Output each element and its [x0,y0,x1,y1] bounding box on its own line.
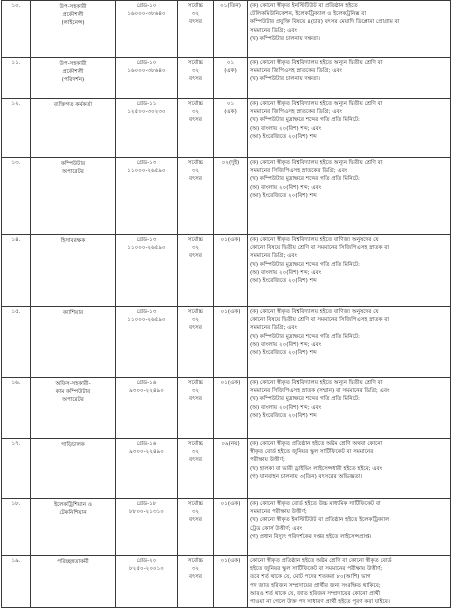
post-count-value: ০১(এক) [220,380,241,386]
qualification-cell-line: সমমানের ডিগ্রি; এবং [250,253,297,260]
serial-cell [2,439,31,499]
post-name-cell [31,158,116,235]
post-name-cell [31,499,116,556]
qualification-cell-line: টেলিকমিউনিকেশন, ইলেকট্রিক্যাল ও ইলেকট্রনিক্স বা [250,11,366,18]
post-name-cell-line: অফিস-সহকারী- [55,381,91,387]
qualification-cell [248,307,451,378]
pay-scale-cell [116,1,178,58]
qualification-cell-line: (খ) কম্পিউটার মুদ্রাক্ষরে শব্দের গতি প্রতি মিনিটে: [250,261,360,268]
pay-scale-cell-line: গ্রেড-১৩ [136,160,157,166]
table-row [2,99,451,158]
age-limit-cell-line: বৎসর [189,517,202,524]
pay-scale-cell [116,499,178,556]
post-count-cell [214,439,248,499]
table-row [2,235,451,307]
post-count-cell [214,58,248,99]
qualification-cell-line: (ক) কোনো স্বীকৃত বিশ্ববিদ্যালয় হইতে বাণিজ্য অনুষদের যে [250,237,379,243]
serial-cell-line: ১৪. [11,237,21,243]
age-limit-cell-line: বৎসর [189,117,202,124]
post-name-cell-line: কম্পিউটার [60,161,86,167]
age-limit-cell-line: বৎসর [189,396,202,403]
age-limit-cell-line: ৩২ [191,109,200,116]
qualification-cell-line: সমমানের সিজিপিএসহ স্নাতকের ডিগ্রি; এবং [250,168,348,175]
age-limit-cell-line: সর্বোচ্চ [187,380,204,386]
qualification-cell-line: পরীক্ষায় উত্তীর্ণ; [250,457,285,464]
qualification-cell [248,235,451,307]
qualification-cell [248,556,451,608]
pay-scale-cell-line: ১১০০০-২৬৫৯০ [127,317,166,324]
qualification-cell-line: (অ) বাংলায় ২০(বিশ) শব্দ; এবং [250,341,322,348]
pay-scale-cell [116,307,178,378]
pay-scale-cell-line: গ্রেড-১৩ [136,237,157,243]
serial-cell [2,307,31,378]
qualification-cell-line: (ক) কোনো স্বীকৃত বিশ্ববিদ্যালয় হইতে অন্যূন দ্বিতীয় শ্রেণি বা [250,101,383,107]
table-row [2,307,451,378]
post-count-cell [214,556,248,608]
age-limit-cell-line: ৩২ [191,68,200,75]
qualification-cell-line: সমমানের ডিগ্রি; এবং [250,325,297,332]
qualification-cell [248,158,451,235]
post-name-cell [31,378,116,439]
age-limit-cell-line: ৩২ [191,245,200,252]
pay-scale-cell [116,158,178,235]
serial-cell-line: ১০. [11,3,21,9]
serial-cell [2,556,31,608]
age-limit-cell-line: সর্বোচ্চ [187,501,204,507]
qualification-cell-line: স্বীকৃত বোর্ড হইতে জুনিয়র স্কুল সার্টিফিকেট বা সমমানের [250,449,374,456]
post-count-cell [214,235,248,307]
qualification-cell-line: কোনো বিষয়ে দ্বিতীয় শ্রেণি বা সমমানের সিজিপিএসহ স্নাতক বা [250,317,390,324]
qualification-cell-line: (ক) কোনো স্বীকৃত প্রতিষ্ঠান হইতে অষ্টম শ্রেণি অথবা কোনো [250,441,383,447]
post-name-cell [31,1,116,58]
pay-scale-cell-line: ১১০০০-২৬৫৯০ [127,245,166,252]
age-limit-cell [178,499,214,556]
age-limit-cell [178,158,214,235]
pay-scale-cell-line: ১১০০০-২৬৫৯০ [127,168,166,175]
pay-scale-cell [116,58,178,99]
serial-cell [2,378,31,439]
pay-scale-cell-line: গ্রেড-১৮ [136,501,157,507]
qualification-cell-line: হইতে জুনিয়র স্কুল সার্টিফিকেট বা সমমানের পরীক্ষায় উত্তীর্ণ; [250,566,383,573]
pay-scale-cell-line: ৯৩০০-২২৪৯০ [129,449,164,456]
serial-cell-line: ১৩. [11,160,21,166]
qualification-cell-line: (ক) কোনো স্বীকৃত বিশ্ববিদ্যালয় হইতে অন্যূন দ্বিতীয় শ্রেণি বা [250,380,383,386]
pay-scale-cell-line: গ্রেড-১০ [136,60,157,66]
qualification-cell [248,499,451,556]
qualification-cell-line: (খ) হালকা বা ভারী ড্রাইভিং লাইসেন্সধারী হইতে হইবে; এবং [250,465,383,472]
serial-cell-line: ১১. [11,60,21,66]
post-count-value: ০১(এক) [220,558,241,564]
qualification-cell-line: পাওয়া না গেলে উক্ত পদ সাধারণ প্রার্থী হইতে পূরণ করা যাইবে। [250,599,390,606]
age-limit-cell-line: সর্বোচ্চ [187,101,204,107]
post-name-cell-line: ক্যাশিয়ার [62,310,84,316]
qualification-cell-line: আরও শর্ত থাকে যে, জাত হরিজন সম্প্রদায়ের কোনো প্রার্থী [250,590,381,597]
age-limit-cell-line: ৩২ [191,168,200,175]
serial-cell [2,499,31,556]
age-limit-cell-line: সর্বোচ্চ [187,3,204,9]
pay-scale-cell [116,378,178,439]
age-limit-cell-line: ৩২ [191,388,200,395]
age-limit-cell-line: সর্বোচ্চ [187,309,204,315]
pay-scale-cell-line: ১২৫০০-৩০২৩০ [127,109,166,116]
qualification-cell-line: (খ) কম্পিউটার মুদ্রাক্ষরে শব্দের গতি প্রতি মিনিটে: [250,176,360,183]
vacancy-table [1,0,451,608]
age-limit-cell [178,439,214,499]
qualification-cell-line: পদ জাত হরিজন সম্প্রদায়ের প্রার্থীর জন্য সংরক্ষিত থাকিবে; [250,582,381,589]
qualification-cell-line: (ক) কোনো স্বীকৃত বিশ্ববিদ্যালয় হইতে অন্যূন দ্বিতীয় শ্রেণি বা [250,160,383,166]
table-row [2,439,451,499]
age-limit-cell-line: সর্বোচ্চ [187,558,204,564]
qualification-cell-line: (আ) ইংরেজিতে ২০(বিশ) শব্দ [250,133,317,140]
serial-cell [2,235,31,307]
pay-scale-cell-line: ৯৩০০-২২৪৯০ [129,388,164,395]
post-name-cell-line: (পরিদর্শন) [61,77,85,84]
pay-scale-cell-line: গ্রেড-১০ [136,3,157,9]
qualification-cell-line: (আ) ইংরেজিতে ২০(বিশ) শব্দ [250,278,317,285]
qualification-cell-line: (খ) কোনো স্বীকৃত ইনস্টিটিউট বা প্রতিষ্ঠান হইতে ইলেকট্রিক্যাল [250,517,390,524]
age-limit-cell [178,99,214,158]
qualification-cell-line: (অ) বাংলায় ২০(বিশ) শব্দ; এবং [250,125,322,132]
pay-scale-cell-line: ১৬০০০-৩৮৬৪০ [127,11,166,18]
post-name-cell [31,556,116,608]
age-limit-cell [178,1,214,58]
age-limit-cell-line: ৩২ [191,566,200,573]
serial-cell-line: ১৬. [11,380,21,386]
qualification-cell-line: সমমানের জিপিএসহ স্নাতকের ডিগ্রি; এবং [250,109,342,116]
post-name-cell-line: প্রকৌশলী [62,69,84,76]
post-name-cell [31,235,116,307]
post-name-cell-line: গাড়িচালক [61,442,85,448]
qualification-cell-line: (ক) কোনো স্বীকৃত ইনস্টিটিউট বা প্রতিষ্ঠান হইতে [250,3,358,9]
qualification-cell [248,99,451,158]
age-limit-cell-line: সর্বোচ্চ [187,160,204,166]
post-name-cell-line: প্রকৌশলী [62,12,84,19]
post-name-cell-line: হিসাবরক্ষক [60,238,86,244]
age-limit-cell-line: সর্বোচ্চ [187,441,204,447]
qualification-cell-line: (খ) কম্পিউটার চালনায় দক্ষতা। [250,35,320,42]
qualification-cell-line: (আ) ইংরেজিতে ২০(বিশ) শব্দ [250,192,317,199]
pay-scale-cell [116,235,178,307]
post-name-cell [31,307,116,378]
age-limit-cell-line: বৎসর [189,19,202,26]
qualification-cell-line: (অ) বাংলায় ২০(বিশ) শব্দ; এবং [250,269,322,276]
table-row [2,378,451,439]
qualification-cell-line: সমমানের ডিগ্রি; এবং [250,27,297,34]
pay-scale-cell [116,439,178,499]
post-name-cell-line: পরিচ্ছন্নতাকর্মী [57,559,89,565]
qualification-cell-line: (অ) বাংলায় ২০(বিশ) শব্দ; এবং [250,404,322,411]
qualification-cell-line: (গ) যানবাহন চালনায় ৩(তিন) বৎসরের অভিজ্ঞতা। [250,473,363,480]
serial-cell [2,1,31,58]
serial-cell-line: ১২. [11,101,21,107]
age-limit-cell-line: সর্বোচ্চ [187,60,204,66]
qualification-cell-line: (ক) কোনো স্বীকৃত বিশ্ববিদ্যালয় হইতে অন্যূন দ্বিতীয় শ্রেণি বা [250,60,383,66]
pay-scale-cell-line: গ্রেড-১৬ [136,441,157,447]
post-count-cell [214,499,248,556]
serial-cell-line: ১৫. [11,309,21,315]
serial-cell-line: ১৮. [11,501,21,507]
age-limit-cell [178,556,214,608]
table-row [2,499,451,556]
pay-scale-cell-line: গ্রেড-১১ [136,101,157,107]
table-row [2,58,451,99]
age-limit-cell-line: বৎসর [189,76,202,83]
post-name-cell-line: ইলেকট্রিশিয়ান ও [54,502,92,508]
post-count-cell [214,99,248,158]
qualification-cell [248,378,451,439]
age-limit-cell-line: ৩২ [191,449,200,456]
post-name-cell-line: কাম কম্পিউটার [55,389,91,396]
serial-cell-line: ১৭. [11,441,21,447]
qualification-cell-line: সমমানের জিপিএসহ স্নাতকের ডিগ্রি; এবং [250,68,342,75]
post-name-cell-line: অপারেটর [62,397,84,404]
pay-scale-cell [116,99,178,158]
pay-scale-cell-line: গ্রেড-২০ [136,558,157,564]
qualification-cell-line: কম্পিউটার প্রযুক্তি বিষয়ে ৪(চার) বৎসর মেয়াদি ডিপ্লোমা প্রোগ্রাম বা [250,19,400,26]
qualification-cell-line: (আ) ইংরেজিতে ২০(বিশ) শব্দ [250,412,317,419]
post-count-value: ০১(এক) [220,237,241,243]
serial-cell-line: ১৯. [11,558,21,564]
qualification-cell-line: তবে শর্ত থাকে যে, মোট পদের শতকরা ৮০(আশি) ভাগ [250,574,371,581]
serial-cell [2,58,31,99]
post-name-cell-line: উপ-সহকারী [59,61,87,67]
qualification-cell [248,1,451,58]
post-count-value: ০২(দুই) [221,160,240,166]
pay-scale-cell [116,556,178,608]
age-limit-cell [178,307,214,378]
age-limit-cell-line: বৎসর [189,457,202,464]
serial-cell [2,158,31,235]
age-limit-cell-line: বৎসর [189,325,202,332]
post-count-cell [214,1,248,58]
age-limit-cell-line: ৩২ [191,317,200,324]
post-name-cell [31,99,116,158]
pay-scale-cell-line: গ্রেড-১৩ [136,309,157,315]
qualification-cell-line: (খ) কম্পিউটার মুদ্রাক্ষরে শব্দের গতি প্রতি মিনিটে: [250,333,360,340]
post-count-cell [214,158,248,235]
table-row [2,1,451,58]
table-row [2,158,451,235]
age-limit-cell-line: বৎসর [189,176,202,183]
post-name-cell-line: উপ-সহকারী [59,4,87,10]
age-limit-cell [178,378,214,439]
post-count-cell [214,307,248,378]
post-count-value: ০১(তিন) [220,3,241,9]
recruitment-table-page [1,0,450,605]
qualification-cell-line: (গ) প্রধান বিদ্যুৎ পরিদর্শকের দপ্তর হইতে লাইসেন্সপ্রাপ্ত। [250,533,372,540]
qualification-cell-line: (অ) বাংলায় ২০(বিশ) শব্দ; এবং [250,184,322,191]
post-name-cell-line: অপারেটর [62,169,84,176]
age-limit-cell-line: বৎসর [189,253,202,260]
age-limit-cell-line: ৩২ [191,11,200,18]
qualification-cell-line: কোনো বিষয়ে দ্বিতীয় শ্রেণি বা সমমানের সিজিপিএসহ স্নাতক বা [250,245,390,252]
pay-scale-cell-line: ৮৮০০-২১৩১০ [129,509,164,516]
post-count-value: ০১(এক) [220,501,241,507]
qualification-cell-line: সমমানের পরীক্ষায় উত্তীর্ণ; [250,509,307,516]
age-limit-cell [178,58,214,99]
qualification-cell-line: (খ) কম্পিউটার মুদ্রাক্ষরে শব্দের গতি প্রতি মিনিটে: [250,117,360,124]
age-limit-cell [178,235,214,307]
age-limit-cell-line: বৎসর [189,574,202,581]
qualification-cell [248,439,451,499]
post-count-value: ০১ (এক) [224,60,237,75]
qualification-cell-line: (আ) ইংরেজিতে ২০(বিশ) শব্দ [250,350,317,357]
qualification-cell-line: (ক) কোনো স্বীকৃত বোর্ড হইতে উচ্চ মাধ্যমিক সার্টিফিকেট বা [250,501,381,507]
qualification-cell-line: (ক) কোনো স্বীকৃত বিশ্ববিদ্যালয় হইতে বাণিজ্য অনুষদের যে [250,309,379,315]
table-row [2,556,451,608]
qualification-cell [248,58,451,99]
post-name-cell [31,439,116,499]
post-count-value: ০১ (এক) [224,101,237,116]
pay-scale-cell-line: গ্রেড-১৬ [136,380,157,386]
post-name-cell-line: টেকনিশিয়ান [59,510,87,517]
post-name-cell-line: (লাইনেন্স) [61,20,85,27]
post-count-cell [214,378,248,439]
qualification-cell-line: সমমানের সিজিপিএসহ স্নাতক (সম্মান) বা সমমানের ডিগ্রি; এবং [250,388,390,395]
serial-cell [2,99,31,158]
post-count-value: ০১(এক) [220,309,241,315]
age-limit-cell-line: সর্বোচ্চ [187,237,204,243]
qualification-cell-line: (খ) কম্পিউটার মুদ্রাক্ষরে শব্দের গতি প্রতি মিনিটে: [250,396,360,403]
qualification-cell-line: কোনো স্বীকৃত প্রতিষ্ঠান হইতে অষ্টম শ্রেণি বা কোনো স্বীকৃত বোর্ড [250,558,392,564]
qualification-cell-line: ট্রেড কোর্স উত্তীর্ণ; এবং [250,525,303,532]
pay-scale-cell-line: ১৬০০০-৩৮৬৪০ [127,68,166,75]
qualification-cell-line: (খ) কম্পিউটার চালনায় দক্ষতা। [250,76,320,83]
post-count-value: ০৯(নয়) [221,441,240,447]
age-limit-cell-line: ৩২ [191,509,200,516]
post-name-cell-line: ব্যক্তিগত কর্মকর্তা [53,102,93,108]
post-name-cell [31,58,116,99]
pay-scale-cell-line: ৮২৫০-২০০১০ [129,566,164,573]
